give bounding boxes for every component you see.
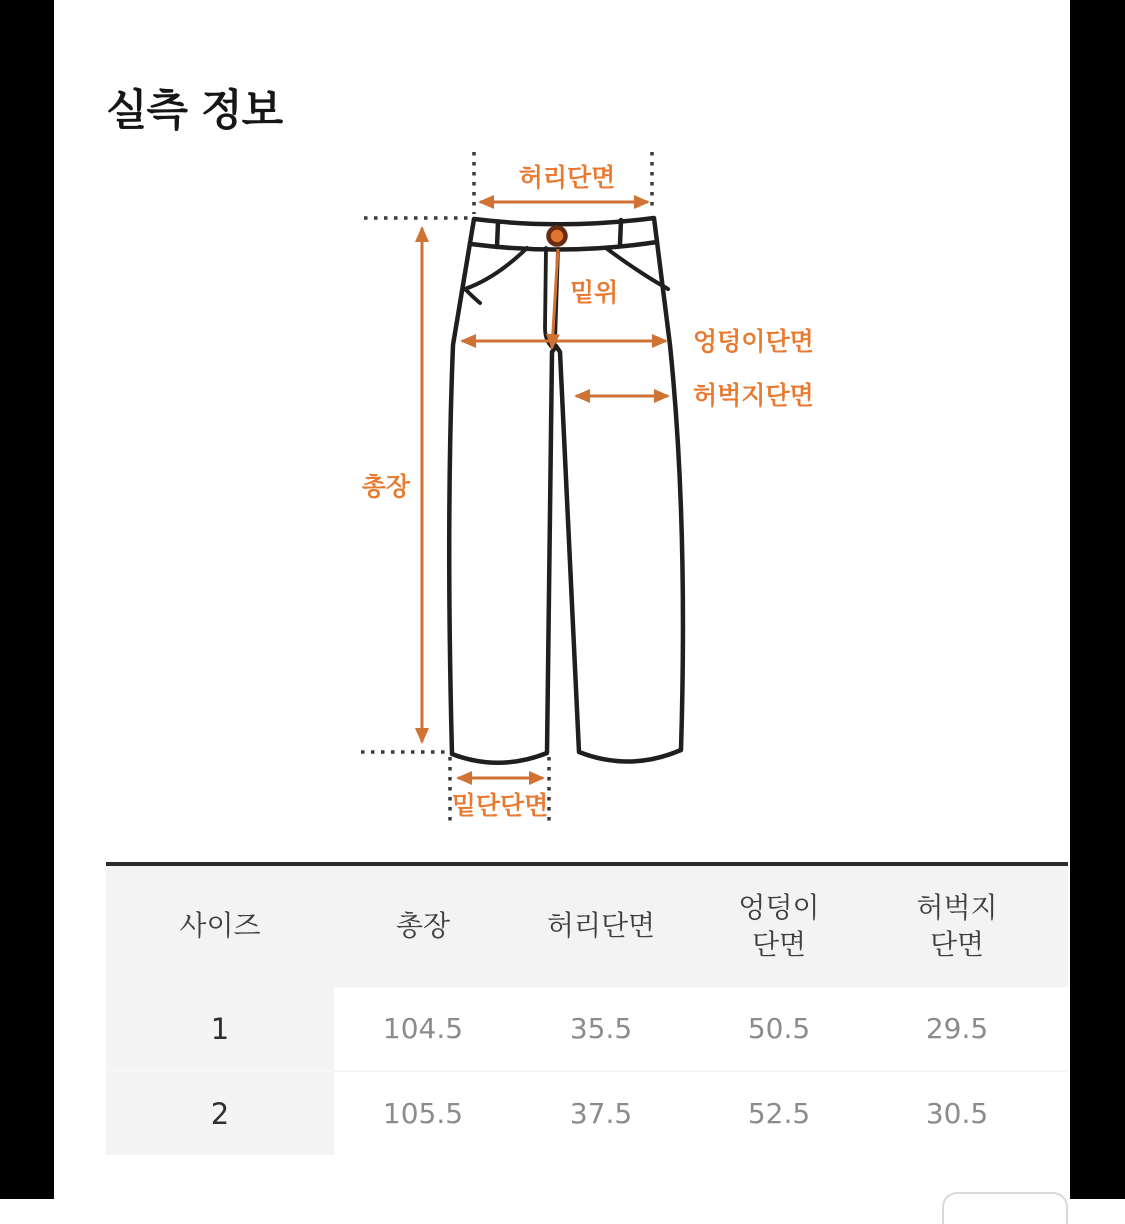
hip-label: 엉덩이단면: [693, 327, 814, 356]
hem-label: 밑단단면: [451, 791, 549, 820]
table-row: [106, 1070, 1068, 1155]
size-cell: 2: [106, 1072, 334, 1155]
table-header-row: [106, 866, 1068, 987]
table-row: [106, 987, 1068, 1070]
left-pocket-curve: [465, 248, 527, 303]
waist-value: 35.5: [569, 1012, 633, 1045]
right-black-frame: [1070, 0, 1125, 1199]
left-black-frame: [0, 0, 54, 1199]
belt-tick-left: [497, 222, 498, 247]
rise-label: 밑위: [570, 278, 619, 307]
button-icon: [549, 228, 566, 245]
size-cell: 1: [106, 987, 334, 1070]
pants-outline: [449, 218, 683, 763]
thigh-value: 30.5: [925, 1097, 989, 1130]
header-length: 총장: [395, 909, 451, 943]
size-table: [106, 862, 1068, 1155]
thigh-value: 29.5: [925, 1012, 989, 1045]
pants-body: [449, 218, 683, 763]
belt-tick-right: [620, 220, 621, 244]
length-value: 104.5: [382, 1012, 464, 1045]
waist-label: 허리단면: [518, 163, 616, 192]
header-hip: 엉덩이 단면: [738, 890, 820, 961]
thigh-label: 허벅지단면: [693, 381, 814, 410]
header-size: 사이즈: [179, 909, 261, 943]
floating-top-button-partial[interactable]: [942, 1192, 1068, 1224]
page-title: 실측 정보: [106, 85, 283, 136]
length-value: 105.5: [382, 1097, 464, 1130]
length-label: 총장: [361, 472, 410, 501]
hip-value: 50.5: [747, 1012, 811, 1045]
waist-value: 37.5: [569, 1097, 633, 1130]
hip-value: 52.5: [747, 1097, 811, 1130]
pants-measurement-diagram: [330, 130, 870, 845]
header-waist: 허리단면: [546, 909, 656, 943]
header-thigh: 허벅지 단면: [916, 890, 998, 961]
